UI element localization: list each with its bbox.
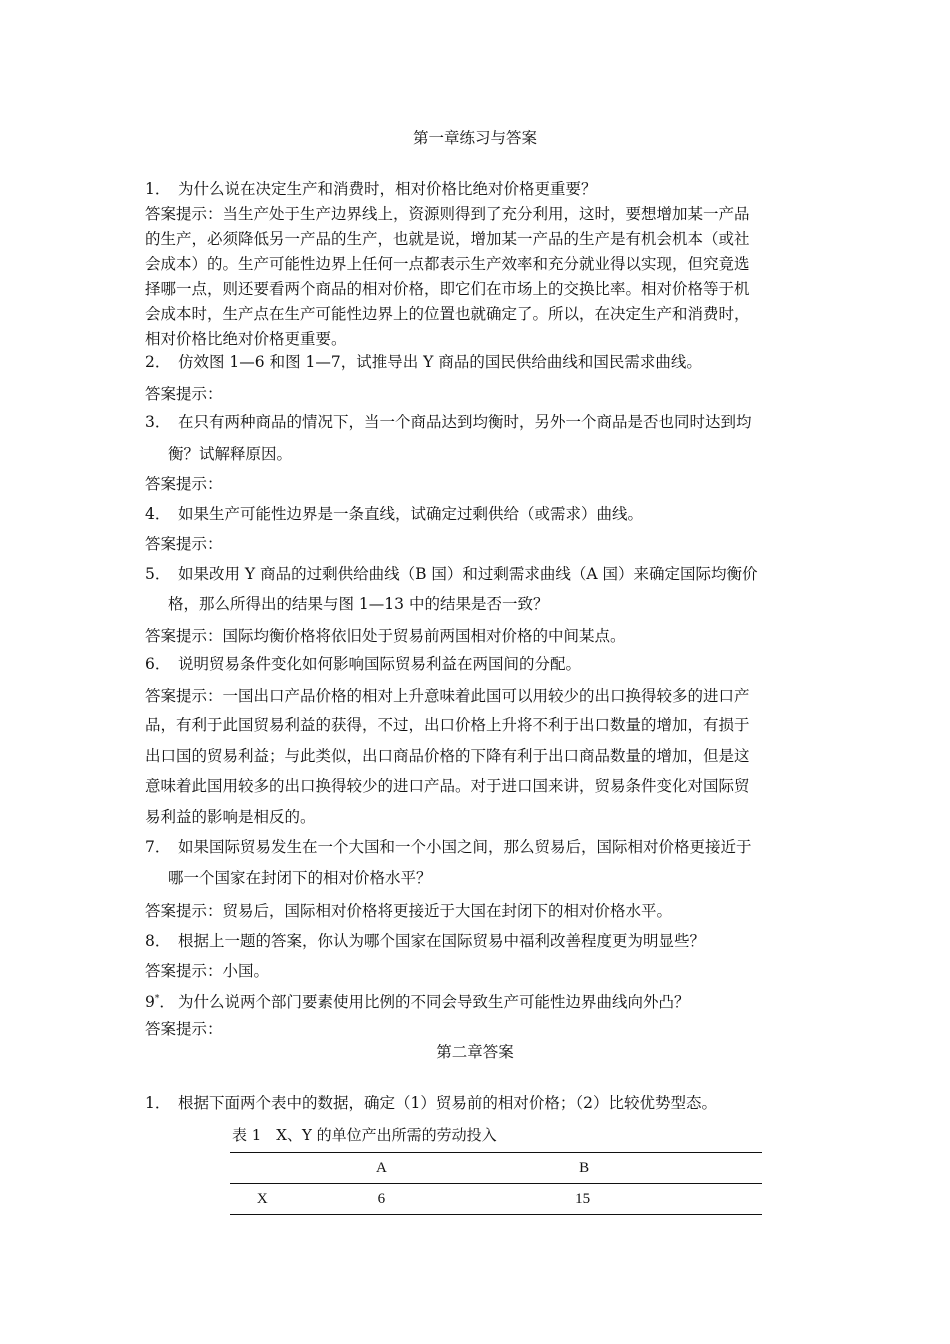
answer-text: 答案提示：当生产处于生产边界线上，资源则得到了充分利用，这时，要想增加某一产品 <box>145 205 750 223</box>
answer-line <box>145 1018 815 1040</box>
table-row <box>230 1184 762 1215</box>
answer-line <box>145 960 815 982</box>
answer-text: 会成本）的。生产可能性边界上任何一点都表示生产效率和充分就业得以实现，但究竟选 <box>145 255 750 273</box>
question-text: 根据上一题的答案，你认为哪个国家在国际贸易中福利改善程度更为明显些？ <box>178 932 706 950</box>
question-line <box>145 836 815 858</box>
answer-text: 会成本时，生产点在生产可能性边界上的位置也就确定了。所以，在决定生产和消费时， <box>145 305 750 323</box>
question-text: 为什么说在决定生产和消费时，相对价格比绝对价格更重要？ <box>178 180 597 198</box>
question-number: 1． <box>145 1094 171 1112</box>
answer-text: 出口国的贸易利益；与此类似，出口商品价格的下降有利于出口商品数量的增加，但是这 <box>145 747 750 765</box>
answer-line <box>145 775 815 797</box>
question-number: 3． <box>145 413 171 431</box>
answer-text: 答案提示： <box>145 1020 223 1038</box>
table1-caption: 表 1 X、Y 的单位产出所需的劳动投入 <box>232 1126 497 1144</box>
answer-line <box>145 473 815 495</box>
question-number: 6． <box>145 655 171 673</box>
question-line <box>145 178 815 200</box>
chapter1-title: 第一章练习与答案 <box>412 129 537 147</box>
answer-text: 相对价格比绝对价格更重要。 <box>145 330 347 348</box>
answer-text: 易利益的影响是相反的。 <box>145 808 316 826</box>
answer-line <box>145 203 815 225</box>
answer-text: 答案提示： <box>145 475 223 493</box>
table-header-cell <box>230 1153 295 1184</box>
question-number: 8． <box>145 932 171 950</box>
table-cell: 6 <box>295 1184 469 1215</box>
answer-line <box>145 533 815 555</box>
answer-text: 意味着此国用较多的出口换得较少的进口产品。对于进口国来讲，贸易条件变化对国际贸 <box>145 777 750 795</box>
table-header-cell: B <box>468 1153 762 1184</box>
answer-line <box>168 443 838 465</box>
question-number: 1． <box>145 180 171 198</box>
answer-line <box>145 685 815 707</box>
labor-input-table <box>230 1152 762 1215</box>
question-line <box>145 563 815 585</box>
question-text: 在只有两种商品的情况下，当一个商品达到均衡时，另外一个商品是否也同时达到均 <box>178 413 752 431</box>
answer-line <box>145 625 815 647</box>
question-text: 如果国际贸易发生在一个大国和一个小国之间，那么贸易后，国际相对价格更接近于 <box>178 838 752 856</box>
answer-line <box>145 228 815 250</box>
table-header-row <box>230 1153 762 1184</box>
answer-line <box>145 714 815 736</box>
question-line <box>145 988 815 1013</box>
question-number: 7． <box>145 838 171 856</box>
question-line <box>145 653 815 675</box>
question-text: 如果改用 Y 商品的过剩供给曲线（B 国）和过剩需求曲线（A 国）来确定国际均衡价 <box>178 565 758 583</box>
answer-text: 答案提示： <box>145 385 223 403</box>
answer-line <box>168 593 838 615</box>
answer-text: 格，那么所得出的结果与图 1—13 中的结果是否一致？ <box>168 595 549 613</box>
answer-text: 衡？试解释原因。 <box>168 445 293 463</box>
answer-text: 哪一个国家在封闭下的相对价格水平？ <box>168 869 432 887</box>
answer-line <box>145 900 815 922</box>
question-line <box>145 930 815 952</box>
answer-text: 的生产，必须降低另一产品的生产，也就是说，增加某一产品的生产是有机会机本（或社 <box>145 230 750 248</box>
answer-text: 答案提示：贸易后，国际相对价格将更接近于大国在封闭下的相对价格水平。 <box>145 902 673 920</box>
question-number: 9*． <box>145 993 175 1012</box>
chapter2-title: 第二章答案 <box>436 1043 514 1061</box>
question-text: 仿效图 1—6 和图 1—7，试推导出 Y 商品的国民供给曲线和国民需求曲线。 <box>178 353 702 371</box>
answer-text: 品，有利于此国贸易利益的获得，不过，出口价格上升将不利于出口数量的增加，有损于 <box>145 716 750 734</box>
question-line <box>145 351 815 373</box>
answer-text: 择哪一点，则还要看两个商品的相对价格，即它们在市场上的交换比率。相对价格等于机 <box>145 280 750 298</box>
question-line <box>145 503 815 525</box>
answer-text: 答案提示：一国出口产品价格的相对上升意味着此国可以用较少的出口换得较多的进口产 <box>145 687 750 705</box>
table-cell: 15 <box>468 1184 762 1215</box>
answer-line <box>145 328 815 350</box>
answer-line <box>145 303 815 325</box>
answer-line <box>145 806 815 828</box>
answer-text: 答案提示： <box>145 535 223 553</box>
question-text: 说明贸易条件变化如何影响国际贸易利益在两国间的分配。 <box>178 655 582 673</box>
question-number: 4． <box>145 505 171 523</box>
answer-line <box>145 253 815 275</box>
chapter2-question-1 <box>145 1092 815 1114</box>
answer-line <box>145 745 815 767</box>
answer-text: 答案提示：国际均衡价格将依旧处于贸易前两国相对价格的中间某点。 <box>145 627 626 645</box>
table-cell: X <box>230 1184 295 1215</box>
answer-line <box>145 278 815 300</box>
question-text: 为什么说两个部门要素使用比例的不同会导致生产可能性边界曲线向外凸？ <box>178 993 690 1012</box>
table-header-cell: A <box>295 1153 469 1184</box>
answer-line <box>145 383 815 405</box>
question-number: 2． <box>145 353 171 371</box>
question-text: 根据下面两个表中的数据，确定（1）贸易前的相对价格；（2）比较优势型态。 <box>178 1094 717 1112</box>
question-number: 5． <box>145 565 171 583</box>
answer-text: 答案提示：小国。 <box>145 962 270 980</box>
answer-line <box>168 867 838 889</box>
question-line <box>145 411 815 433</box>
question-text: 如果生产可能性边界是一条直线，试确定过剩供给（或需求）曲线。 <box>178 505 644 523</box>
